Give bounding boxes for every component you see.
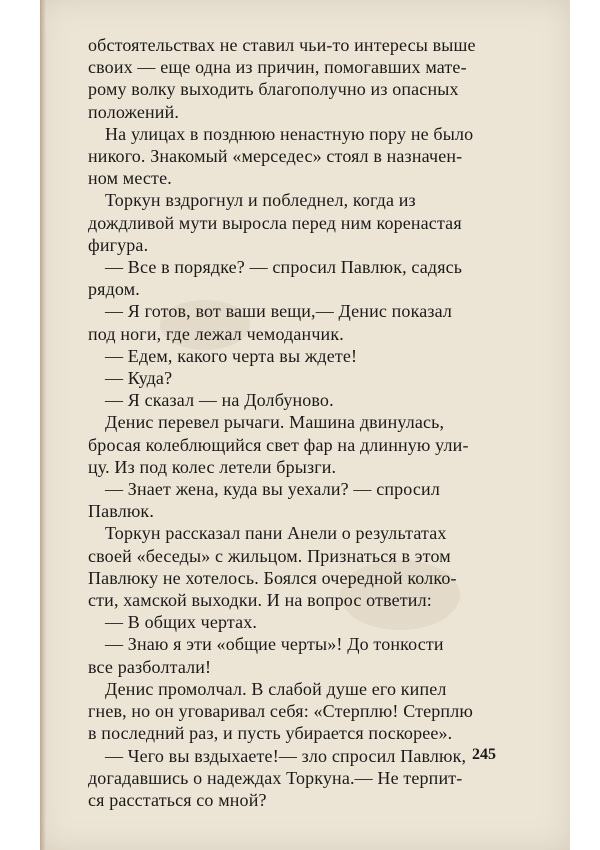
paragraph: — В общих чертах. (105, 612, 258, 633)
paragraph: — Я готов, вот ваши вещи,— Денис показал под ноги, где лежал чемоданчик. (88, 301, 453, 344)
book-page (40, 0, 570, 850)
paragraph: — Чего вы вздыхаете!— зло спросил Павлюк, догадавшись о надеждах Торкуна.— Не терпит- ся расстаться со мной? (88, 745, 467, 810)
paragraph: — Все в порядке? — спросил Павлюк, садясь рядом. (88, 257, 463, 300)
page-number: 245 (472, 746, 496, 763)
paragraph: — Знаю я эти «общие черты»! До тонкости все разболтали! (88, 634, 444, 677)
body-text (88, 34, 546, 811)
paragraph: — Знает жена, куда вы уехали? — спросил Павлюк. (88, 479, 440, 522)
page-edge-shadow (40, 0, 46, 850)
paragraph: Торкун вздрогнул и побледнел, когда из дождливой мути выросла перед ним коренастая фигура. (88, 190, 462, 255)
paragraph: — Я сказал — на Долбуново. (105, 390, 334, 411)
paragraph: Денис промолчал. В слабой душе его кипел гнев, но он уговаривал себя: «Стерплю! Стерплю в последний раз, и пусть убирается поскорее». (88, 678, 473, 744)
paragraph: — Едем, какого черта вы ждете! (105, 345, 358, 366)
paragraph: обстоятельствах не ставил чьи-то интересы выше своих — еще одна из причин, помогавших мате- рому волку выходить благополучно из опасных положений. (88, 35, 476, 122)
paragraph: — Куда? (105, 368, 173, 389)
paragraph: Торкун рассказал пани Анели о результатах своей «беседы» с жильцом. Признаться в этом Павлюку не хотелось. Боялся очередной колко- сти, хамской выходки. И на вопрос ответил: (88, 523, 457, 611)
paragraph: Денис перевел рычаги. Машина двинулась, бросая колеблющийся свет фар на длинную ули- цу. Из под колес летели брызги. (88, 412, 469, 477)
paragraph: На улицах в позднюю ненастную пору не было никого. Знакомый «мерседес» стоял в назначен- ном месте. (88, 123, 474, 189)
